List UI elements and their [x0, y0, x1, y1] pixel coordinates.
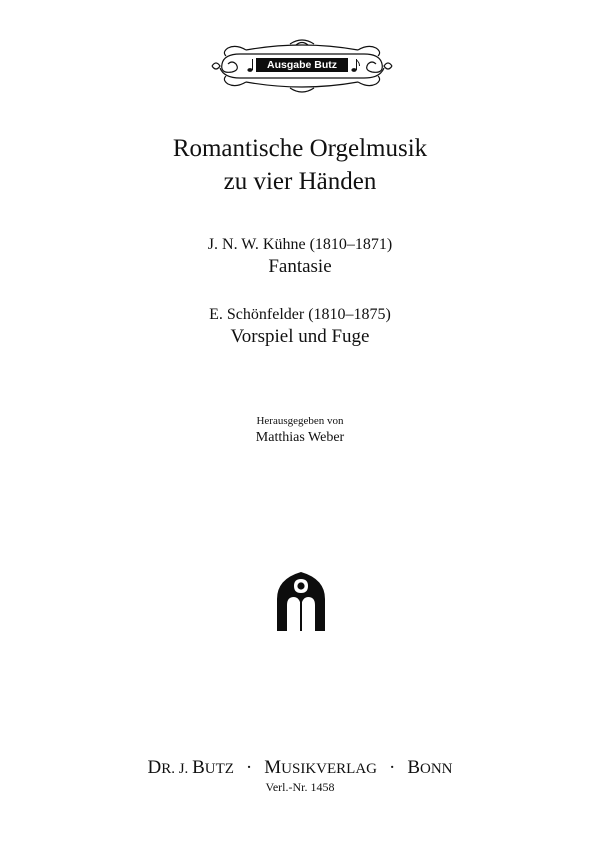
publisher-city: BONN [407, 757, 453, 778]
composer-2: E. Schönfelder (1810–1875) [209, 306, 391, 323]
separator-dot: · [389, 757, 396, 778]
title-line-1: Romantische Orgelmusik [172, 135, 428, 162]
composer-1: J. N. W. Kühne (1810–1871) [207, 236, 393, 253]
publisher-name-1: DR. J. BUTZ [147, 757, 234, 778]
publisher-name-2: MUSIKVERLAG [264, 757, 377, 778]
gothic-window-logo-icon [275, 571, 327, 631]
badge-label: Ausgabe Butz [256, 58, 348, 72]
editor-name: Matthias Weber [255, 430, 345, 445]
title-line-2: zu vier Händen [223, 168, 377, 195]
separator-dot: · [245, 757, 253, 778]
work-title-1: Fantasie [268, 256, 332, 277]
editor-label: Herausgegeben von [256, 415, 344, 427]
catalog-number: Verl.-Nr. 1458 [265, 780, 335, 794]
work-title-2: Vorspiel und Fuge [230, 326, 370, 347]
publisher-line [0, 757, 600, 780]
